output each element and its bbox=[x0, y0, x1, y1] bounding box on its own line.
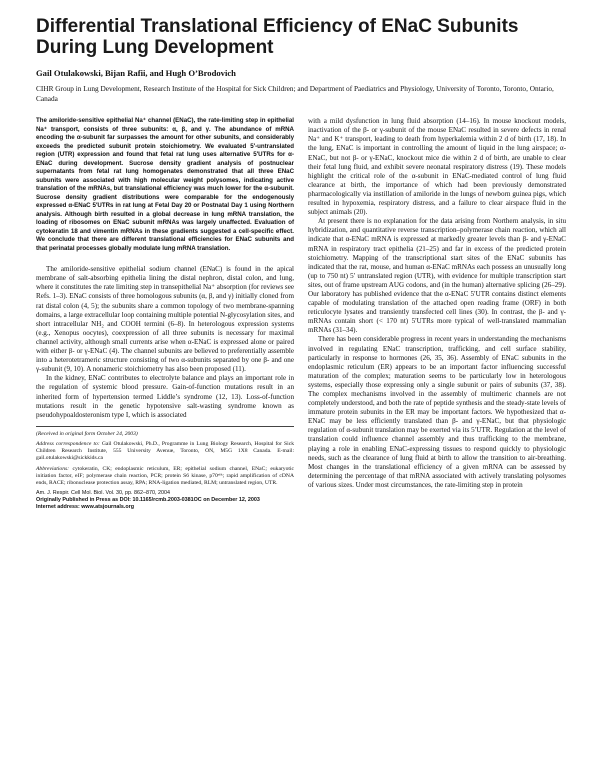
internet-address bbox=[36, 504, 294, 511]
author-list: Gail Otulakowski, Bijan Rafii, and Hugh O’Brodovich bbox=[36, 68, 236, 78]
correspondence-note bbox=[36, 441, 294, 463]
online-publication bbox=[36, 497, 294, 504]
correspondence-label: Address correspondence to: bbox=[36, 440, 100, 447]
abstract: The amiloride-sensitive epithelial Na⁺ channel (ENaC), the rate-limiting step in epithelial Na⁺ transport, consists of three subunits: α, β, and γ. The abundance of mRNA encoding the α-subunit far surpasses the amount for other subunits, and considerably exceeds the predicted subunit protein stoichiometry. We evaluated 5′-untranslated region (UTR) expression and found that fetal rat lung uses alternative 5′UTRs for α-ENaC during development. Sucrose density gradient analysis of postnuclear supernatants from fetal rat lung homogenates demonstrated that all three ENaC subunits were associated with high molecular weight polysomes, indicating active translation of the mRNAs, but translational efficiency was much lower for the α-subunit. Sucrose density gradient distributions were comparable for the endogenously expressed α-ENaC 5′UTRs in rat lung at Fetal Day 20 or Postnatal Day 1 using Northern analysis. Although birth resulted in a global decrease in lung mRNA translation, the loading of ribosomes on ENaC subunit mRNAs was largely unaffected. Evaluation of cytokeratin 18 and vimentin mRNAs in these gradients suggested a cell-specific effect. We conclude that there are different translational efficiencies for ENaC subunits and that perinatal processes globally modulate lung mRNA translation. bbox=[36, 117, 294, 252]
internet-address-text: Internet address: www.atsjournals.org bbox=[36, 503, 135, 510]
online-publication-text: Originally Published in Press as DOI: 10.1165/rcmb.2003-0381OC on December 12, 2003 bbox=[36, 497, 260, 503]
body-paragraph: with a mild dysfunction in lung fluid absorption (14–16). In mouse knockout models, inactivation of the β- or γ-subunit of the mouse ENaC resulted in severe defects in renal Na⁺ and K⁺ transport, leading to death from hyperkalemia within 2 d of birth (17, 18). In the lung, ENaC is important in controlling the amount of liquid in the lung airspace; α-ENaC, but not β- or γ-ENaC, knockout mice die within 2 d of birth, are unable to clear their fetal lung fluid, and exhibit severe neonatal respiratory distress (19). These models highlight the critical role of the α-subunit in ENaC-mediated control of lung fluid clearance at birth, the importance of which had been previously demonstrated pharmacologically via instillation of amiloride in the lungs of newborn guinea pigs, which resulted in hypoxemia, respiratory distress, and a failure to clear airspace fluid in the subject animals (20). bbox=[308, 117, 566, 217]
body-paragraph: The amiloride-sensitive epithelial sodium channel (ENaC) is found in the apical membrane of salt-absorbing epithelia lining the distal nephron, distal colon, and lung, where it constitutes the rate limiting step in transepithelial Na⁺ absorption (for reviews see Refs. 1–3). ENaC consists of three homologous subunits (α, β, and γ) initially cloned from rat distal colon (4, 5); the subunits share a common topology of two membrane-spanning domains, a large extracellular loop containing multiple potential N-glycosylation sites, and short intracellular NH₂ and COOH termini (6–8). In heterologous expression systems (e.g., Xenopus oocytes), coexpression of all three subunits is necessary for maximal channel activity, although small currents arise when α-ENaC is expressed alone or paired with either β- or γ-ENaC (4). The channel subunits are believed to preferentially assemble into a heterotetrameric structure consisting of two α-subunits separated by one β- and one γ-subunit (9, 10). A nonameric stoichiometry has also been proposed (11). bbox=[36, 265, 294, 374]
abbreviations-label: Abbreviations: bbox=[36, 465, 70, 472]
abbreviations-note bbox=[36, 466, 294, 488]
article-title: Differential Translational Efficiency of ENaC Subunits During Lung Development bbox=[36, 16, 519, 58]
footnotes bbox=[36, 426, 294, 511]
body-paragraph: At present there is no explanation for the data arising from Northern analysis, in situ hybridization, and quantitative reverse transcription–polymerase chain reaction, which all indicate that α-ENaC mRNA is expressed at markedly greater levels than β- and γ-ENaC mRNA in respiratory tract epithelia (21–25) and far in excess of the predicted protein stoichiometry. Mapping of the transcriptional start sites of the ENaC subunits has indicated that the rat, mouse, and human α-ENaC mRNAs each possess an unusually long (up to 750 nt) 5′ untranslated region (UTR), with evidence for multiple transcription start sites, out of frame upstream AUG codons, and (in the human) alternative splicing (26–29). Our laboratory has published evidence that the α-ENaC 5′UTR contains distinct elements capable of modulating translation of the attached open reading frame (ORF) in both reticulocyte lysates and transiently transfected cell lines (30). In contrast, the β- and γ-mRNAs contain short (< 170 nt) 5′UTRs more typical of well-translated mammalian mRNAs (31–34). bbox=[308, 217, 566, 335]
abbreviations-text: cytokeratin, CK; endoplasmic reticulum, ER; epithelial sodium channel, ENaC; eukaryotic initiation factor, eIF; polymerase chain reaction, PCR; protein S6 kinase, p70ˢ⁶ᵏ; rapid amplification of cDNA ends, RACE; ribonuclease protection assay, RPA; RNA-ligation mediated, RLM; untranslated region, UTR. bbox=[36, 465, 294, 486]
left-column bbox=[36, 117, 294, 510]
correspondence-text: Gail Otulakowski, Ph.D., Programme in Lung Biology Research, Hospital for Sick Children Research Institute, 555 University Avenue, Toronto, ON, M5G 1X8 Canada. E-mail: gail.otulakowski@sickkids.ca bbox=[36, 440, 294, 462]
two-column-body bbox=[36, 117, 566, 510]
affiliation: CIHR Group in Lung Development, Research Institute of the Hospital for Sick Children; and Department of Paediatrics and Physiology, University of Toronto, Toronto, Ontario, Canada bbox=[36, 84, 554, 103]
body-paragraph: In the kidney, ENaC contributes to electrolyte balance and plays an important role in the regulation of systemic blood pressure. Gain-of-function mutations result in an inherited form of hypertension termed Liddle’s syndrome (12, 13). Loss-of-function mutations result in the genetic hypotensive salt-wasting syndrome known as pseudohypoaldosteronism type I, which is associated bbox=[36, 374, 294, 419]
journal-citation: Am. J. Respir. Cell Mol. Biol. Vol. 30, pp. 862–870, 2004 bbox=[36, 490, 170, 497]
right-column bbox=[308, 117, 566, 510]
received-date: (Received in original form October 24, 2003) bbox=[36, 430, 138, 437]
left-body-text bbox=[36, 265, 294, 420]
body-paragraph: There has been considerable progress in recent years in understanding the mechanisms involved in regulating ENaC transcription, trafficking, and cell surface stability, particularly in response to hormones (26, 35, 36). Assembly of ENaC subunits in the endoplasmic reticulum (ER) appears to be an important factor influencing successful maturation of the complex; maturation seems to be particularly low in heterologous systems, especially those expressing only a single subunit or pairs of subunits (37, 38). The complex mechanisms involved in the assembly of multimeric channels are not completely understood, and both the rate of peptide synthesis and the steady-state levels of immature protein subunits in the ER may be important factors. We hypothesized that α-ENaC may be less efficiently translated than β- and γ-ENaC, but that physiologic regulation of α-subunit translation may be exerted via its 5′UTR. Regulation at the level of translation could influence channel assembly and thus trafficking to the membrane, playing a role in enabling ENaC-expressing tissues to respond quickly to physiologic needs, such as the clearance of lung fluid at birth to allow the transition to air-breathing. Most changes in the translational efficiency of a given mRNA can be assessed by determining the percentage of that mRNA associated with actively translating polysomes of various sizes. Under most circumstances, the rate-limiting step in protein bbox=[308, 335, 566, 489]
